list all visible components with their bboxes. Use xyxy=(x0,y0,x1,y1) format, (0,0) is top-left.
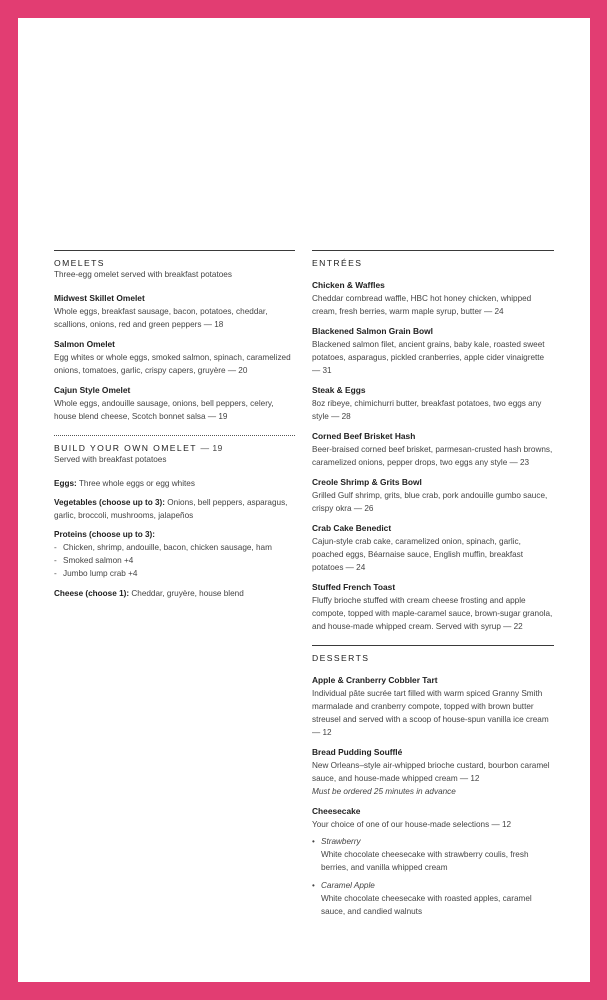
item-name: Steak & Eggs xyxy=(312,385,366,395)
list-item xyxy=(312,879,554,918)
item-name: Stuffed French Toast xyxy=(312,582,396,592)
item-description: Cajun-style crab cake, caramelized onion, spinach, garlic, poached eggs, Béarnaise sauce, English muffin, breakfast potatoes — 24 xyxy=(312,537,524,572)
item-name: Corned Beef Brisket Hash xyxy=(312,431,416,441)
item-name: Chicken & Waffles xyxy=(312,280,385,290)
variant-name: • Caramel Apple xyxy=(321,881,375,890)
section-divider xyxy=(312,645,554,646)
cheese-value: Cheddar, gruyère, house blend xyxy=(131,589,244,598)
item-name: Apple & Cranberry Cobbler Tart xyxy=(312,675,438,685)
variant-name: • Strawberry xyxy=(321,837,361,846)
section-divider xyxy=(312,250,554,251)
menu-item xyxy=(312,325,554,377)
item-description: Individual pâte sucrée tart filled with warm spiced Granny Smith marmalade and cranberry compote, topped with brown butter streusel and served with a scoop of house-spun vanilla ice cream — 12 xyxy=(312,689,549,737)
list-item: - Smoked salmon +4 xyxy=(54,554,295,567)
menu-item xyxy=(312,581,554,633)
item-description: Your choice of one of our house-made selections — 12 xyxy=(312,820,512,829)
proteins-list xyxy=(54,541,295,580)
item-name: Crab Cake Benedict xyxy=(312,523,392,533)
right-column xyxy=(312,250,554,923)
item-description: Blackened salmon filet, ancient grains, baby kale, roasted sweet potatoes, asparagus, pickled cranberries, apple cider vinaigrette — 31 xyxy=(312,340,545,375)
item-description: Whole eggs, breakfast sausage, bacon, potatoes, cheddar, scallions, onions, red and green peppers — 18 xyxy=(54,307,268,329)
dotted-divider xyxy=(54,435,295,436)
build-price: — 19 xyxy=(200,443,223,453)
cheese-option xyxy=(54,587,295,600)
menu-item xyxy=(54,338,295,377)
menu-item xyxy=(312,384,554,423)
item-description: New Orleans–style air-whipped brioche custard, bourbon caramel sauce, and house-made whipped cream — 12 xyxy=(312,761,550,783)
list-item xyxy=(312,835,554,874)
menu-item xyxy=(312,430,554,469)
item-description: Cheddar cornbread waffle, HBC hot honey chicken, whipped cream, fresh berries, warm maple syrup, butter — 24 xyxy=(312,294,532,316)
cheesecake-variants xyxy=(312,835,554,918)
list-item: - Chicken, shrimp, andouille, bacon, chicken sausage, ham xyxy=(54,541,295,554)
entrees-title: ENTRÉES xyxy=(312,258,363,268)
item-name: Cajun Style Omelet xyxy=(54,385,131,395)
item-description: 8oz ribeye, chimichurri butter, breakfast potatoes, two eggs any style — 28 xyxy=(312,399,542,421)
item-name: Cheesecake xyxy=(312,806,361,816)
menu-item xyxy=(312,279,554,318)
variant-description: White chocolate cheesecake with strawberry coulis, fresh berries, and vanilla whipped cream xyxy=(321,850,529,872)
vegetables-label: Vegetables (choose up to 3): xyxy=(54,498,166,507)
item-description: Fluffy brioche stuffed with cream cheese frosting and apple compote, topped with maple-caramel sauce, brown-sugar granola, and house-made whipped cream. Served with syrup — 22 xyxy=(312,596,553,631)
menu-page xyxy=(18,18,590,982)
eggs-option xyxy=(54,477,295,490)
item-name: Salmon Omelet xyxy=(54,339,115,349)
desserts-title: DESSERTS xyxy=(312,653,370,663)
item-name: Blackened Salmon Grain Bowl xyxy=(312,326,434,336)
section-divider xyxy=(54,250,295,251)
item-description: Beer-braised corned beef brisket, parmesan-crusted hash browns, caramelized onions, pepper drops, two eggs any style — 23 xyxy=(312,445,553,467)
left-column xyxy=(54,250,295,600)
menu-item xyxy=(312,746,554,798)
build-title xyxy=(54,442,295,454)
item-description: Grilled Gulf shrimp, grits, blue crab, pork andouille gumbo sauce, crispy okra — 26 xyxy=(312,491,548,513)
eggs-value: Three whole eggs or egg whites xyxy=(78,479,195,488)
item-name: Midwest Skillet Omelet xyxy=(54,293,145,303)
omelets-subtitle: Three-egg omelet served with breakfast potatoes xyxy=(54,270,232,279)
build-title-text: BUILD YOUR OWN OMELET xyxy=(54,443,197,453)
menu-item xyxy=(312,522,554,574)
proteins-option xyxy=(54,528,295,580)
menu-item xyxy=(312,674,554,739)
menu-item xyxy=(54,292,295,331)
list-item: - Jumbo lump crab +4 xyxy=(54,567,295,580)
cheese-label: Cheese (choose 1): xyxy=(54,589,130,598)
proteins-label: Proteins (choose up to 3): xyxy=(54,530,155,539)
item-note: Must be ordered 25 minutes in advance xyxy=(312,787,456,796)
menu-item xyxy=(312,805,554,918)
vegetables-value: Onions, bell peppers, asparagus, garlic, broccoli, mushrooms, jalapeños xyxy=(54,498,288,520)
vegetables-option xyxy=(54,496,295,522)
item-name: Creole Shrimp & Grits Bowl xyxy=(312,477,422,487)
omelets-title: OMELETS xyxy=(54,258,105,268)
menu-item xyxy=(312,476,554,515)
build-subtitle: Served with breakfast potatoes xyxy=(54,455,167,464)
eggs-label: Eggs: xyxy=(54,479,77,488)
item-name: Bread Pudding Soufflé xyxy=(312,747,403,757)
item-description: Egg whites or whole eggs, smoked salmon, spinach, caramelized onions, tomatoes, garlic, crispy capers, gruyère — 20 xyxy=(54,353,291,375)
item-description: Whole eggs, andouille sausage, onions, bell peppers, celery, house blend cheese, Scotch bonnet salsa — 19 xyxy=(54,399,274,421)
variant-description: White chocolate cheesecake with roasted apples, caramel sauce, and candied walnuts xyxy=(321,894,532,916)
menu-item xyxy=(54,384,295,423)
